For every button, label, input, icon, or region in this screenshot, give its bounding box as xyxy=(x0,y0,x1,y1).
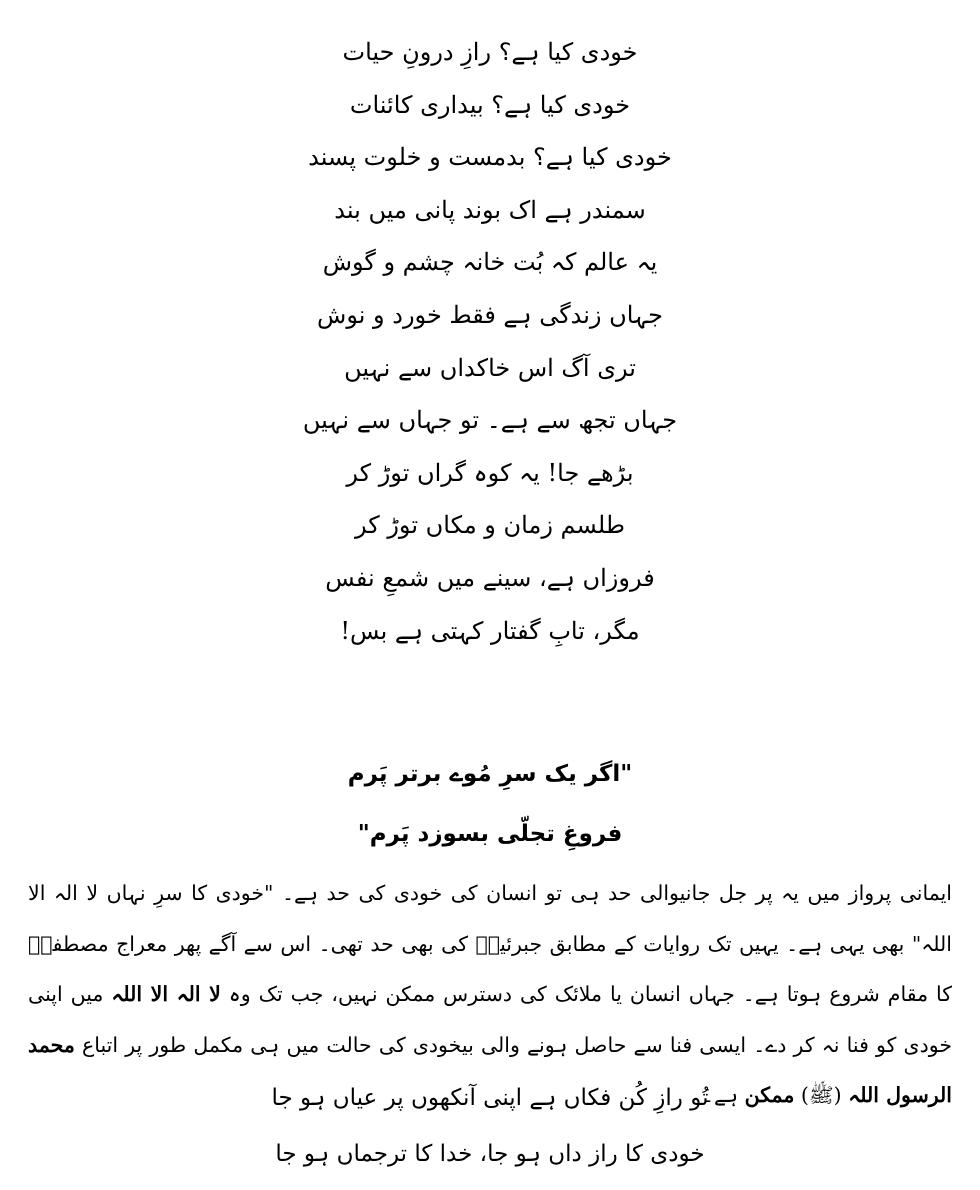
poem-line-8: جہاں تجھ سے ہے۔ تو جہاں سے نہیں xyxy=(302,406,678,435)
persian-couplet xyxy=(0,744,980,864)
poem-stanza xyxy=(0,26,980,657)
prose-text-2: میں اپنی خودی کو فنا نہ کر دے۔ ایسی فنا سے حاصل ہونے والی بیخودی کی حالت میں ہی مکمل طور پر اتباع xyxy=(28,982,952,1057)
closing-line-2: خودی کا راز داں ہو جا، خدا کا ترجماں ہو جا xyxy=(275,1141,705,1167)
closing-couplet xyxy=(0,1070,980,1182)
poem-line-10: طلسم زمان و مکاں توڑ کر xyxy=(355,511,625,540)
prose-prophet-name-bold: محمد الرسول اللہ xyxy=(28,1032,952,1107)
poem-line-1: خودی کیا ہے؟ رازِ درونِ حیات xyxy=(342,38,638,66)
poem-line-5: یہ عالم کہ بُت خانہ چشم و گوش xyxy=(322,248,658,277)
poem-line-4: سمندر ہے اک بوند پانی میں بند xyxy=(334,195,646,224)
closing-line-1: تُو رازِ کُن فکاں ہے اپنی آنکھوں پر عیاں ہو جا xyxy=(271,1085,709,1111)
poem-line-6: جہاں زندگی ہے فقط خورد و نوش xyxy=(317,300,663,329)
persian-line-1: "اگر یک سرِ مُوے برتر پَرم xyxy=(347,761,633,787)
prose-mumkin-bold: ممکن xyxy=(744,1083,795,1107)
prose-text-1: ایمانی پرواز میں یہ پر جل جانیوالی حد ہی تو انسان کی خودی کی حد ہے۔ "خودی کا سرِ نہاں لا الہ الا اللہ" بھی یہی ہے۔ یہیں تک روایات کے مطابق جبرئیلؑ کی بھی حد تھی۔ اس سے آگے پھر معراج مصطفیؐ کا مقام شروع ہوتا ہے۔ جہاں انسان یا ملائک کی دسترس ممکن نہیں، جب تک وہ xyxy=(28,881,953,1006)
prose-text-3: ہے۔ xyxy=(702,1083,739,1107)
poem-line-7: تری آگ اس خاکداں سے نہیں xyxy=(344,353,636,382)
prose-salutation: (ﷺ) xyxy=(800,1083,842,1107)
poem-line-12: مگر، تابِ گفتار کہتی ہے بس! xyxy=(340,616,640,645)
prose-kalima-bold: لا الہ الا اللہ xyxy=(111,982,221,1006)
poem-line-2: خودی کیا ہے؟ بیداری کائنات xyxy=(349,90,631,119)
poem-line-9: بڑھے جا! یہ کوہ گراں توڑ کر xyxy=(346,458,634,487)
poem-line-3: خودی کیا ہے؟ بدمست و خلوت پسند xyxy=(308,143,672,172)
persian-line-2: فروغِ تجلّی بسوزد پَرم" xyxy=(357,821,623,847)
poem-line-11: فروزاں ہے، سینے میں شمعِ نفس xyxy=(325,563,655,592)
